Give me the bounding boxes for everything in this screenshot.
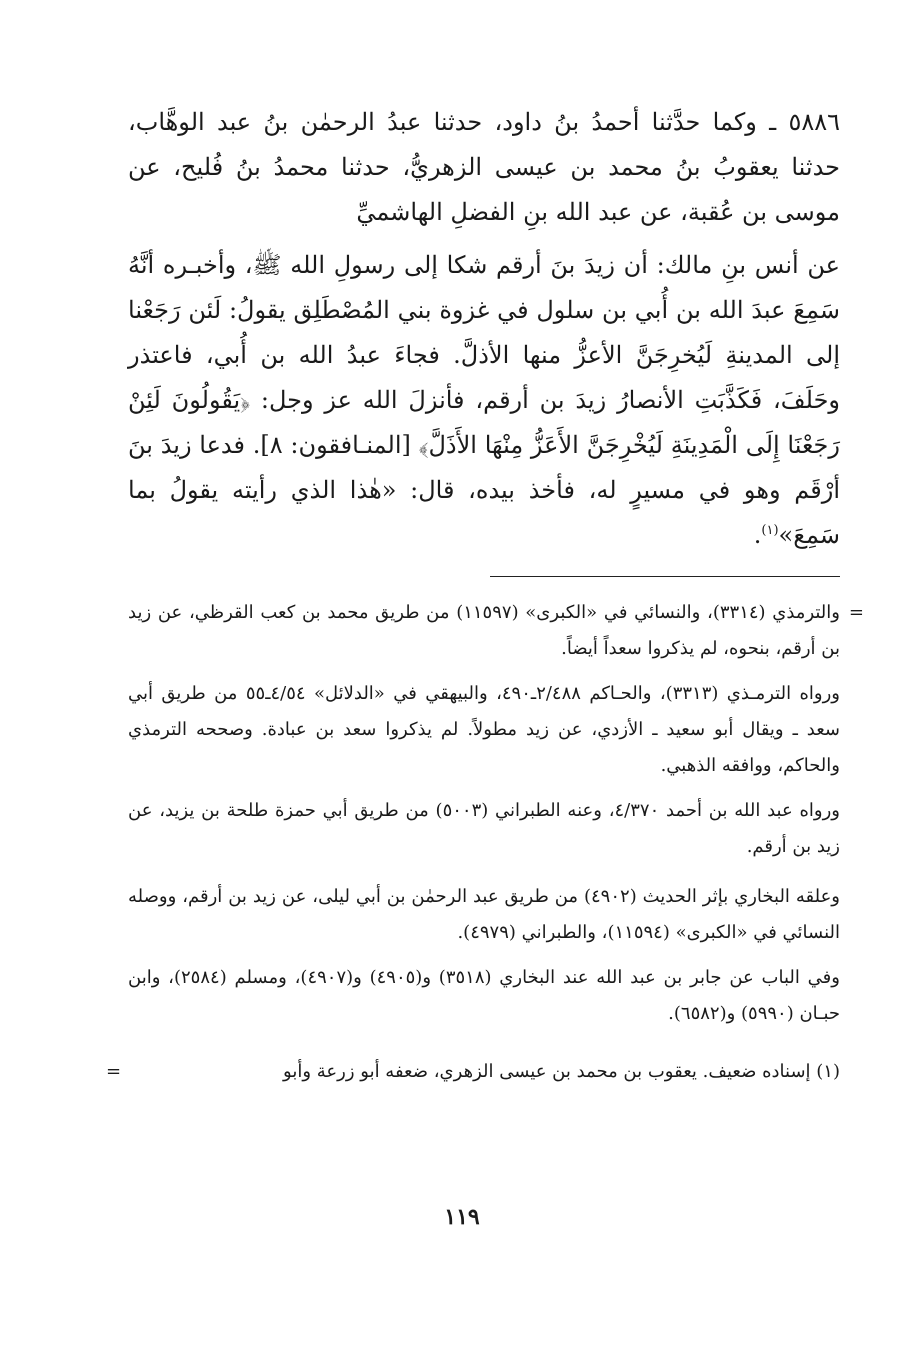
hadith-matn-body: عن أنس بنِ مالك: أن زيدَ بنَ أرقم شكا إلى رسولِ الله ﷺ، وأخبـره أنَّهُ سَمِعَ عبدَ الله بن أُبي بن سلول في غزوة بني المُصْطَلِق يقولُ: لَئن رَجَعْنا إلى المدينةِ لَيُخرِجَنَّ الأعزُّ منها الأذلَّ. فجاءَ عبدُ الله بن أُبي، فاعتذر وحَلَفَ، فَكَذَّبَتِ الأنصارُ زيدَ بن أرقم، فأنزلَ الله عز وجل: ﴿يَقُولُونَ لَئِنْ رَجَعْنَا إِلَى الْمَدِينَةِ لَيُخْرِجَنَّ الأَعَزُّ مِنْهَا الأَذَلَّ﴾ [المنـافقون: ٨]. فدعا زيدَ بنَ أرْقَم وهو في مسيرٍ له، فأخذ بيده، قال: «هٰذا الذي رأيته يقولُ بما سَمِعَ» xyxy=(128,251,840,549)
footnote-separator xyxy=(490,576,840,577)
hadith-isnad: ٥٨٨٦ ـ وكما حدَّثنا أحمدُ بنُ داود، حدثنا عبدُ الرحمٰن بنُ عبد الوهَّاب، حدثنا يعقوبُ بنُ محمد بن عيسى الزهريُّ، حدثنا محمدُ بنُ فُليح، عن موسى بن عُقبة، عن عبد الله بنِ الفضلِ الهاشميِّ xyxy=(128,108,840,226)
hadith-matn xyxy=(128,243,840,558)
page-content xyxy=(106,100,864,1090)
note-paragraph: وفي الباب عن جابر بن عبد الله عند البخاري (٣٥١٨) و(٤٩٠٥) و(٤٩٠٧)، ومسلم (٢٥٨٤)، وابن حبـان (٥٩٩٠) و(٦٥٨٢). xyxy=(128,967,840,1024)
footnote-text: (١) إسناده ضعيف. يعقوب بن محمد بن عيسى الزهري، ضعفه أبو زرعة وأبو xyxy=(283,1061,840,1082)
note-paragraph: وعلقه البخاري بإثر الحديث (٤٩٠٢) من طريق عبد الرحمٰن بن أبي ليلى، عن زيد بن أرقم، ووصله النسائي في «الكبرى» (١١٥٩٤)، والطبراني (٤٩٧٩). xyxy=(128,886,840,943)
continued-notes xyxy=(128,595,864,1032)
page-number: ١١٩ xyxy=(444,1204,480,1230)
hadith-text xyxy=(128,100,840,558)
note-text: والترمذي (٣٣١٤)، والنسائي في «الكبرى» (١١٥٩٧) من طريق محمد بن كعب القرظي، عن زيد بن أرقم، بنحوه، لم يذكروا سعداً أيضاً. xyxy=(128,602,840,659)
note-paragraph xyxy=(128,595,864,667)
footnote-1 xyxy=(106,1054,840,1090)
footnote-continuation-mark: = xyxy=(106,1061,122,1082)
footnote-reference: (١) xyxy=(761,523,779,538)
continuation-mark: = xyxy=(848,602,864,623)
note-paragraph: ورواه عبد الله بن أحمد ٤/٣٧٠، وعنه الطبراني (٥٠٠٣) من طريق أبي حمزة طلحة بن يزيد، عن زيد بن أرقم. xyxy=(128,800,840,857)
hadith-end-mark: . xyxy=(753,521,762,549)
note-paragraph: ورواه الترمـذي (٣٣١٣)، والحـاكم ٢/٤٨٨ـ٤٩٠، والبيهقي في «الدلائل» ٤/٥٤ـ٥٥ من طريق أبي سعد ـ ويقال أبو سعيد ـ الأزدي، عن زيد مطولاً. لم يذكروا سعد بن عبادة. وصححه الترمذي والحاكم، ووافقه الذهبي. xyxy=(128,683,840,776)
